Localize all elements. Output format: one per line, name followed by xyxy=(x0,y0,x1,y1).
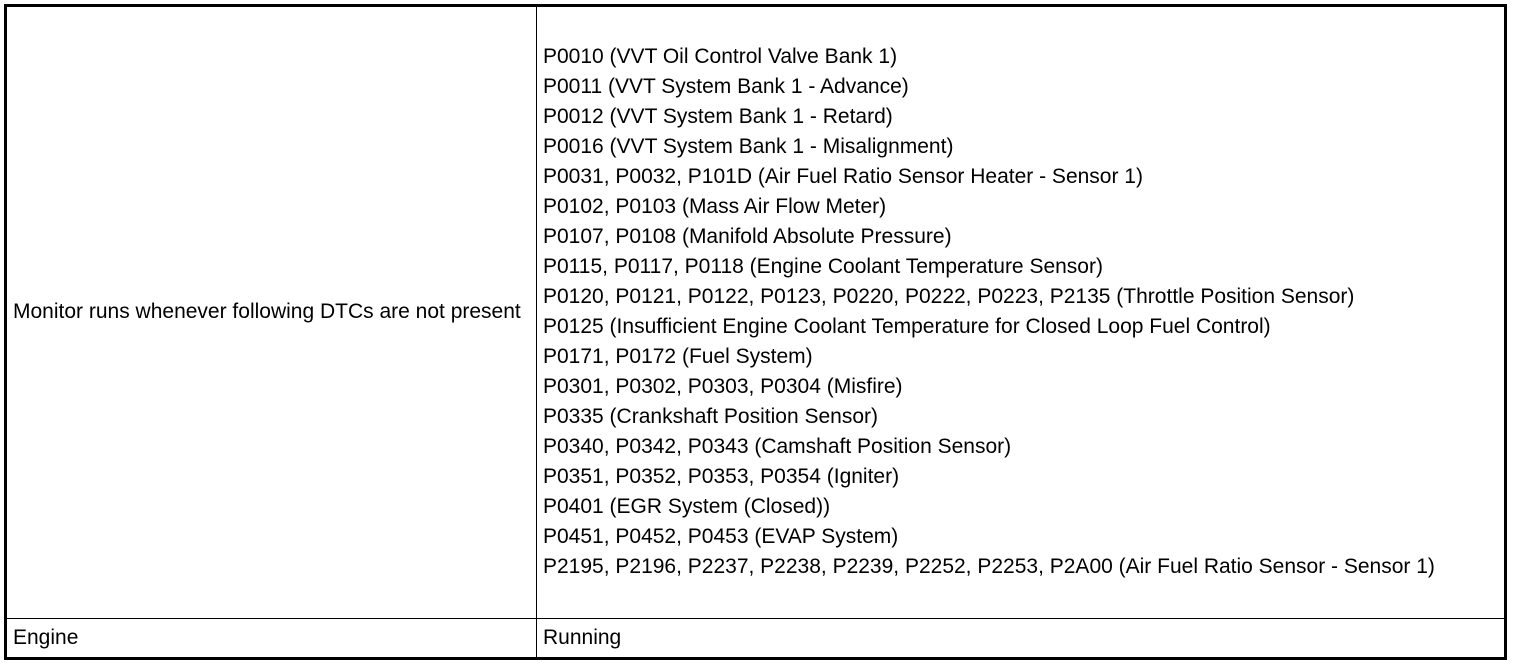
table-row-engine xyxy=(6,618,1506,658)
dtc-item: P0010 (VVT Oil Control Valve Bank 1) xyxy=(543,45,898,69)
engine-label: Engine xyxy=(13,625,79,649)
dtc-item: P0125 (Insufficient Engine Coolant Temperature for Closed Loop Fuel Control) xyxy=(543,315,1271,339)
dtc-item: P2195, P2196, P2237, P2238, P2239, P2252, P2253, P2A00 (Air Fuel Ratio Sensor - Sensor 1) xyxy=(543,555,1435,579)
dtc-item: P0120, P0121, P0122, P0123, P0220, P0222, P0223, P2135 (Throttle Position Sensor) xyxy=(543,285,1355,309)
dtc-item: P0115, P0117, P0118 (Engine Coolant Temperature Sensor) xyxy=(543,255,1103,279)
condition-label-cell xyxy=(6,6,537,619)
engine-value-cell xyxy=(537,618,1506,658)
dtc-item: P0031, P0032, P101D (Air Fuel Ratio Sensor Heater - Sensor 1) xyxy=(543,165,1143,189)
dtc-item: P0301, P0302, P0303, P0304 (Misfire) xyxy=(543,375,903,399)
table-row-dtc-conditions xyxy=(6,6,1506,619)
dtc-list xyxy=(543,42,1498,582)
condition-label: Monitor runs whenever following DTCs are not present xyxy=(13,300,521,324)
dtc-item: P0011 (VVT System Bank 1 - Advance) xyxy=(543,75,909,99)
dtc-item: P0012 (VVT System Bank 1 - Retard) xyxy=(543,105,893,129)
dtc-item: P0102, P0103 (Mass Air Flow Meter) xyxy=(543,195,887,219)
dtc-item: P0451, P0452, P0453 (EVAP System) xyxy=(543,525,899,549)
dtc-item: P0107, P0108 (Manifold Absolute Pressure) xyxy=(543,225,952,249)
dtc-list-cell xyxy=(537,6,1506,619)
dtc-item: P0351, P0352, P0353, P0354 (Igniter) xyxy=(543,465,900,489)
engine-value: Running xyxy=(543,625,622,649)
dtc-item: P0016 (VVT System Bank 1 - Misalignment) xyxy=(543,135,954,159)
dtc-item: P0335 (Crankshaft Position Sensor) xyxy=(543,405,879,429)
dtc-item: P0340, P0342, P0343 (Camshaft Position Sensor) xyxy=(543,435,1012,459)
conditions-table xyxy=(4,4,1507,660)
engine-label-cell xyxy=(6,618,537,658)
dtc-item: P0401 (EGR System (Closed)) xyxy=(543,495,831,519)
dtc-item: P0171, P0172 (Fuel System) xyxy=(543,345,813,369)
